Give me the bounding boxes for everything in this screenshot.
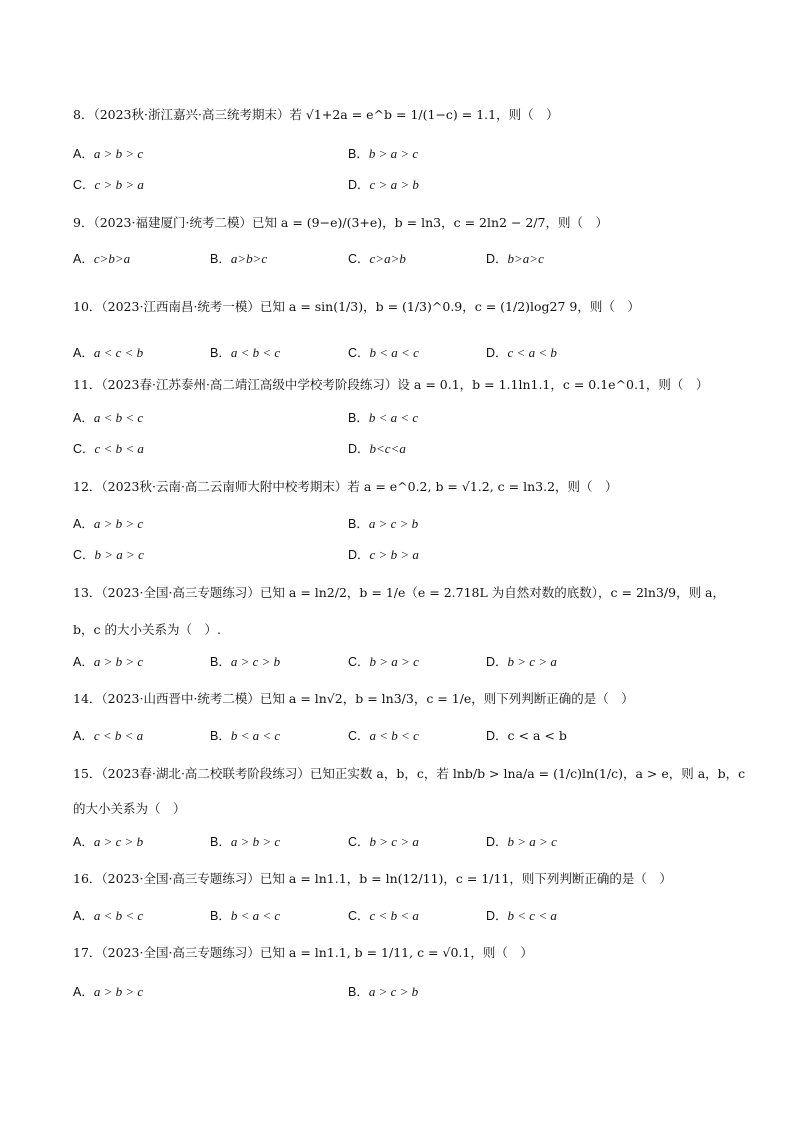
q14-option-c: C．a < b < c xyxy=(348,728,419,743)
q15-option-c: C．b > c > a xyxy=(348,834,419,849)
q13-option-d: D．b > c > a xyxy=(486,654,557,669)
question-10: 10．（2023·江西南昌·统考一模）已知 a = sin(1/3)，b = (1/3)^0.9，c = (1/2)log27 9，则（ ） xyxy=(73,299,640,314)
q9-option-b: B．a>b>c xyxy=(210,251,268,266)
q17-option-a: A．a > b > c xyxy=(73,984,144,999)
q11-option-a: A．a < b < c xyxy=(73,410,144,425)
question-16: 16．（2023·全国·高三专题练习）已知 a = ln1.1，b = ln(12/11)，c = 1/11，则下列判断正确的是（ ） xyxy=(73,871,672,886)
q9-option-c: C．c>a>b xyxy=(348,251,406,266)
question-15: 15．（2023春·湖北·高二校联考阶段练习）已知正实数 a，b，c，若 lnb/b > lna/a = (1/c)ln(1/c)，a > e，则 a，b，c xyxy=(73,766,746,781)
q10-option-d: D．c < a < b xyxy=(486,345,557,360)
q15-option-d: D．b > a > c xyxy=(486,834,557,849)
q8-option-b: B．b > a > c xyxy=(348,146,419,161)
q8-option-a: A．a > b > c xyxy=(73,146,144,161)
q10-option-a: A．a < c < b xyxy=(73,345,144,360)
q17-option-b: B．a > c > b xyxy=(348,984,419,999)
q9-option-d: D．b>a>c xyxy=(486,251,544,266)
q14-option-b: B．b < a < c xyxy=(210,728,281,743)
q15-option-a: A．a > c > b xyxy=(73,834,144,849)
q13-option-c: C．b > a > c xyxy=(348,654,419,669)
question-14: 14．（2023·山西晋中·统考二模）已知 a = ln√2，b = ln3/3，c = 1/e，则下列判断正确的是（ ） xyxy=(73,691,634,706)
q12-option-b: B．a > c > b xyxy=(348,516,419,531)
q12-option-c: C．b > a > c xyxy=(73,547,144,562)
question-13: 13．（2023·全国·高三专题练习）已知 a = ln2/2，b = 1/e（e = 2.718L 为自然对数的底数），c = 2ln3/9，则 a， xyxy=(73,585,726,600)
question-9: 9．（2023·福建厦门·统考二模）已知 a = (9−e)/(3+e)，b = ln3，c = 2ln2 − 2/7，则（ ） xyxy=(73,215,609,230)
q10-option-b: B．a < b < c xyxy=(210,345,281,360)
q12-option-a: A．a > b > c xyxy=(73,516,144,531)
q8-option-c: C．c > b > a xyxy=(73,177,144,192)
q14-option-a: A．c < b < a xyxy=(73,728,144,743)
q11-option-c: C．c < b < a xyxy=(73,441,144,456)
q12-option-d: D．c > b > a xyxy=(348,547,419,562)
q14-option-d: D．c < a < b xyxy=(486,728,567,743)
q16-option-d: D．b < c < a xyxy=(486,908,557,923)
q13-option-a: A．a > b > c xyxy=(73,654,144,669)
q13-option-b: B．a > c > b xyxy=(210,654,281,669)
question-12: 12．（2023秋·云南·高二云南师大附中校考期末）若 a = e^0.2, b = √1.2, c = ln3.2，则（ ） xyxy=(73,479,618,494)
q10-option-c: C．b < a < c xyxy=(348,345,419,360)
q9-option-a: A．c>b>a xyxy=(73,251,131,266)
q11-option-d: D．b<c<a xyxy=(348,441,406,456)
question-17: 17．（2023·全国·高三专题练习）已知 a = ln1.1, b = 1/11, c = √0.1，则（ ） xyxy=(73,945,533,960)
q16-option-b: B．b < a < c xyxy=(210,908,281,923)
q16-option-a: A．a < b < c xyxy=(73,908,144,923)
q11-option-b: B．b < a < c xyxy=(348,410,419,425)
question-11: 11．（2023春·江苏泰州·高二靖江高级中学校考阶段练习）设 a = 0.1，b = 1.1ln1.1，c = 0.1e^0.1，则（ ） xyxy=(73,377,709,392)
q16-option-c: C．c < b < a xyxy=(348,908,419,923)
question-13-line2: b，c 的大小关系为（ ）. xyxy=(73,622,221,637)
q15-option-b: B．a > b > c xyxy=(210,834,281,849)
q8-option-d: D．c > a > b xyxy=(348,177,419,192)
question-8: 8．（2023秋·浙江嘉兴·高三统考期末）若 √1+2a = e^b = 1/(1−c) = 1.1，则（ ） xyxy=(73,107,559,122)
question-15-line2: 的大小关系为（ ） xyxy=(73,801,186,816)
